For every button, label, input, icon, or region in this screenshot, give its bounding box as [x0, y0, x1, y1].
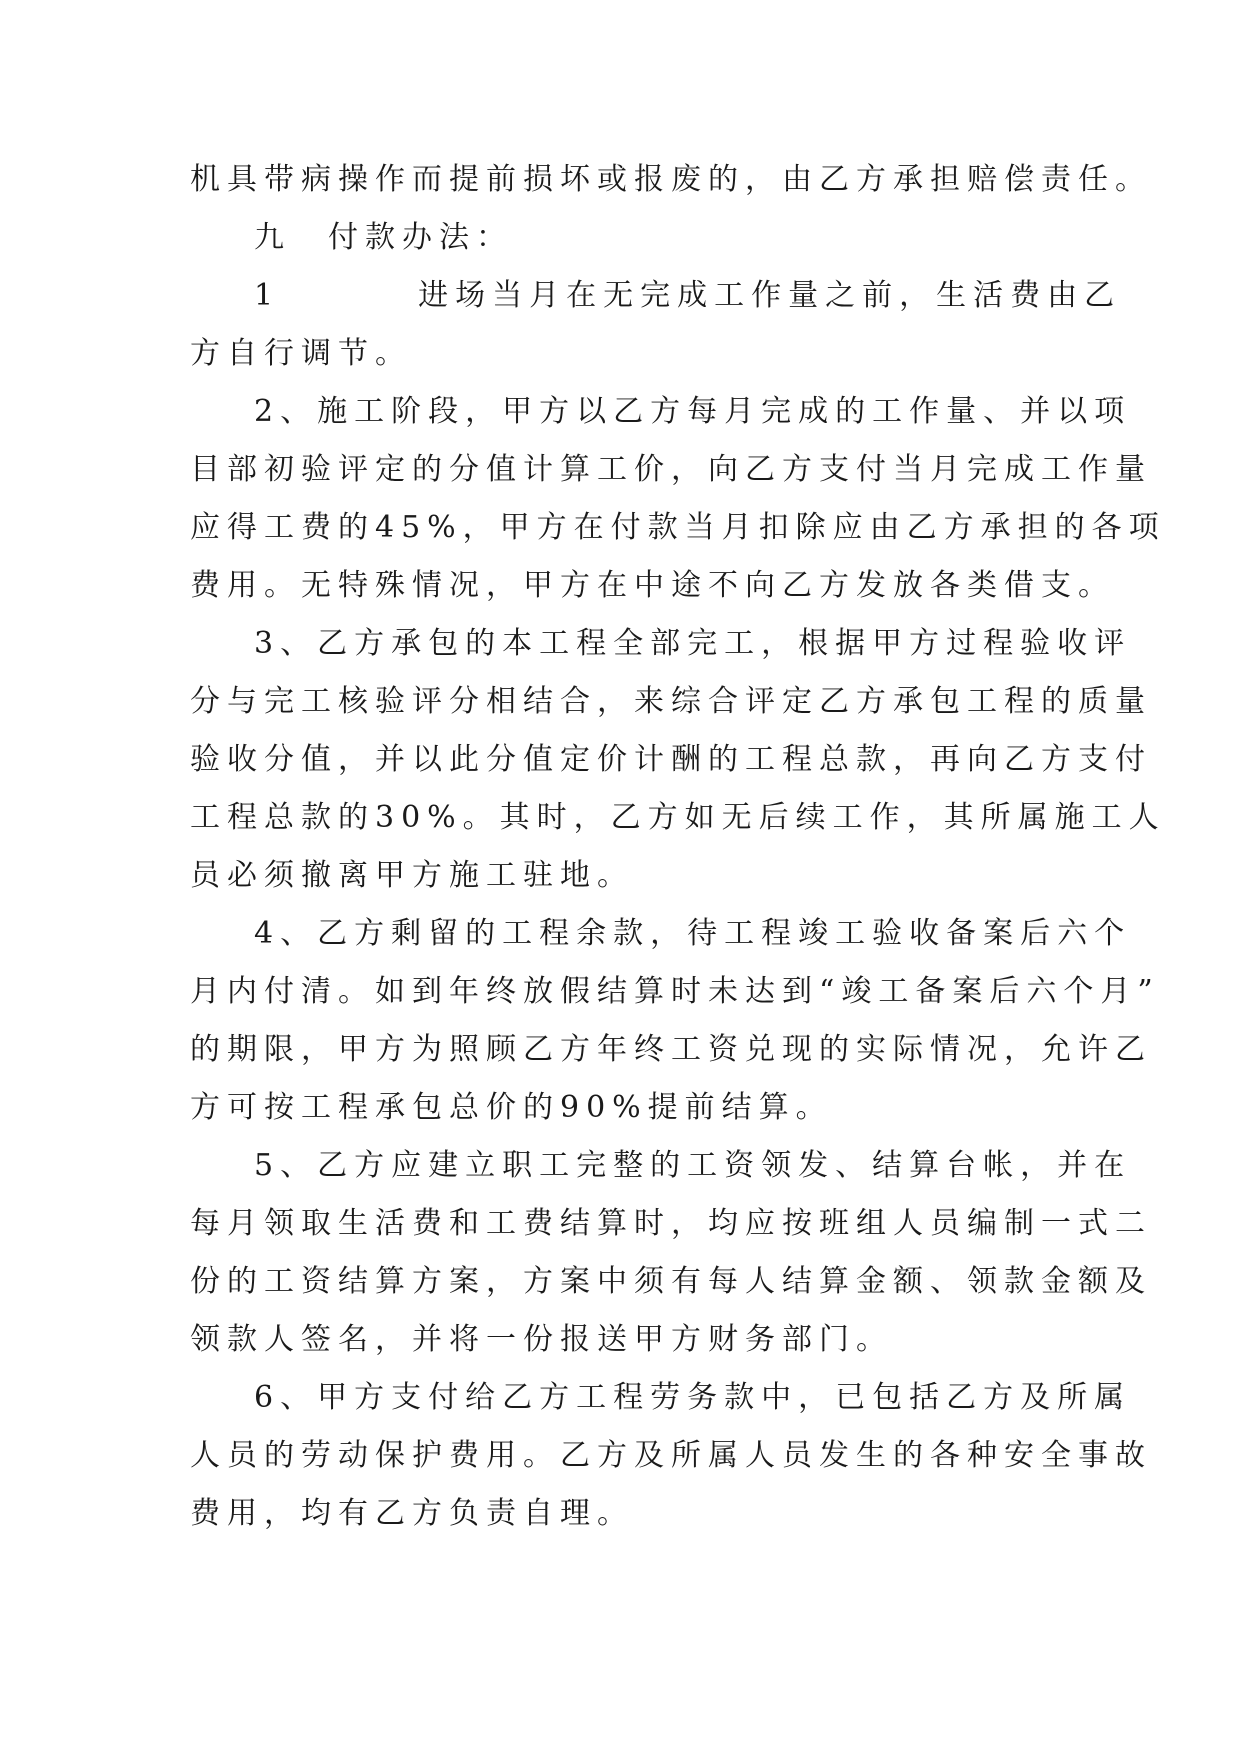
clause-2-line-3: 应得工费的45%，甲方在付款当月扣除应由乙方承担的各项	[190, 510, 1166, 545]
text-line-1: 机具带病操作而提前损坏或报废的，由乙方承担赔偿责任。	[190, 162, 1152, 197]
clause-6-line-1: 6、甲方支付给乙方工程劳务款中，已包括乙方及所属	[254, 1380, 1132, 1415]
clause-number: 1	[254, 278, 281, 313]
clause-4-line-1: 4、乙方剩留的工程余款，待工程竣工验收备案后六个	[254, 916, 1132, 951]
clause-2-line-1: 2、施工阶段，甲方以乙方每月完成的工作量、并以项	[254, 394, 1132, 429]
clause-5-line-2: 每月领取生活费和工费结算时，均应按班组人员编制一式二	[190, 1206, 1152, 1241]
clause-5-line-3: 份的工资结算方案，方案中须有每人结算金额、领款金额及	[190, 1264, 1152, 1299]
clause-1-line-1	[190, 267, 1122, 325]
section-heading-payment-method: 九 付款办法：	[254, 220, 513, 255]
clause-5-line-1: 5、乙方应建立职工完整的工资领发、结算台帐，并在	[254, 1148, 1132, 1183]
clause-4-line-4: 方可按工程承包总价的90%提前结算。	[190, 1090, 833, 1125]
clause-4-line-2: 月内付清。如到年终放假结算时未达到“竣工备案后六个月”	[190, 974, 1160, 1009]
clause-4-line-3: 的期限，甲方为照顾乙方年终工资兑现的实际情况，允许乙	[190, 1032, 1152, 1067]
clause-text: 进场当月在无完成工作量之前，生活费由乙	[418, 278, 1122, 313]
clause-5-line-4: 领款人签名，并将一份报送甲方财务部门。	[190, 1322, 893, 1357]
clause-3-line-4: 工程总款的30%。其时，乙方如无后续工作，其所属施工人	[190, 800, 1166, 835]
clause-2-line-4: 费用。无特殊情况，甲方在中途不向乙方发放各类借支。	[190, 568, 1115, 603]
clause-6-line-3: 费用，均有乙方负责自理。	[190, 1496, 634, 1531]
clause-6-line-2: 人员的劳动保护费用。乙方及所属人员发生的各种安全事故	[190, 1438, 1152, 1473]
clause-3-line-1: 3、乙方承包的本工程全部完工，根据甲方过程验收评	[254, 626, 1132, 661]
clause-3-line-5: 员必须撤离甲方施工驻地。	[190, 858, 634, 893]
clause-2-line-2: 目部初验评定的分值计算工价，向乙方支付当月完成工作量	[190, 452, 1152, 487]
document-body	[190, 151, 1166, 1543]
clause-1-line-2: 方自行调节。	[190, 336, 412, 371]
clause-3-line-3: 验收分值，并以此分值定价计酬的工程总款，再向乙方支付	[190, 742, 1152, 777]
clause-3-line-2: 分与完工核验评分相结合，来综合评定乙方承包工程的质量	[190, 684, 1152, 719]
